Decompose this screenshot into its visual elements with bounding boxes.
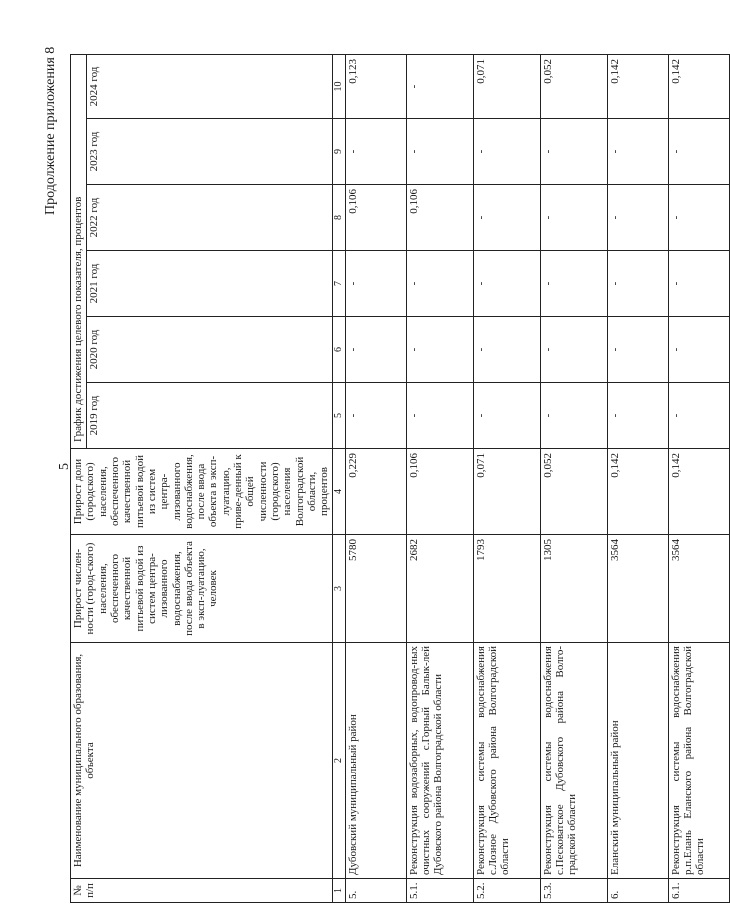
row-2019: -	[540, 383, 607, 449]
row-2023: -	[345, 119, 406, 185]
row-2024: 0,123	[345, 54, 406, 118]
row-2021: -	[473, 251, 540, 317]
col-number: 7	[332, 251, 345, 317]
col-number: 5	[332, 383, 345, 449]
row-2020: -	[668, 317, 729, 383]
table-row	[406, 54, 473, 902]
row-2019: -	[607, 383, 668, 449]
header-year-2020: 2020 год	[86, 317, 332, 383]
continuation-label: Продолжение приложения 8	[43, 46, 58, 215]
col-number: 1	[332, 879, 345, 903]
row-2021: -	[607, 251, 668, 317]
header-year-2022: 2022 год	[86, 185, 332, 251]
row-share: 0,142	[607, 449, 668, 535]
col-number: 9	[332, 119, 345, 185]
row-population: 1793	[473, 535, 540, 643]
row-2021: -	[540, 251, 607, 317]
row-2019: -	[406, 383, 473, 449]
table-row	[473, 54, 540, 902]
col-number: 8	[332, 185, 345, 251]
row-2023: -	[473, 119, 540, 185]
header-year-2024: 2024 год	[86, 54, 332, 118]
row-population: 1305	[540, 535, 607, 643]
header-col-share: Прирост доли (городского) населения, обеспеченного качественной питьевой водой из систем центра-лизованного водоснабжения, после ввода объекта в эксп-луатацию, приве-денный к общей численности (городского) населения Волгоградской области, процентов	[71, 449, 333, 535]
row-share: 0,071	[473, 449, 540, 535]
row-2024: 0,142	[668, 54, 729, 118]
header-col-population: Прирост числен-ности (город-ского) населения, обеспеченного качественной питьевой водой из систем центра-лизованного водоснабжения, после ввода объекта в эксп-луатацию, человек	[71, 535, 333, 643]
row-2019: -	[345, 383, 406, 449]
row-2022: -	[668, 185, 729, 251]
row-2022: -	[540, 185, 607, 251]
table-row	[668, 54, 729, 902]
row-2020: -	[345, 317, 406, 383]
row-2024: 0,052	[540, 54, 607, 118]
row-2024: 0,071	[473, 54, 540, 118]
row-2020: -	[540, 317, 607, 383]
table-row	[345, 54, 406, 902]
col-number: 4	[332, 449, 345, 535]
row-number: 5.1.	[406, 879, 473, 903]
col-number: 3	[332, 535, 345, 643]
row-2020: -	[406, 317, 473, 383]
row-population: 2682	[406, 535, 473, 643]
header-year-2019: 2019 год	[86, 383, 332, 449]
row-2019: -	[473, 383, 540, 449]
row-name: Реконструкция системы водоснабжения с.Лозное Дубовского района Волгоградской области	[473, 643, 540, 879]
row-number: 6.1.	[668, 879, 729, 903]
table-row	[540, 54, 607, 902]
document-table-rotated	[70, 55, 706, 903]
row-2022: 0,106	[345, 185, 406, 251]
col-number: 2	[332, 643, 345, 879]
header-col-name: Наименование муниципального образования, объекта	[71, 643, 333, 879]
row-number: 5.	[345, 879, 406, 903]
row-2024: -	[406, 54, 473, 118]
header-year-2021: 2021 год	[86, 251, 332, 317]
row-2022: -	[473, 185, 540, 251]
target-indicator-table	[70, 54, 730, 903]
row-name: Реконструкция водозаборных, водопровод-ных очистных сооружений с.Горный Балык-лей Дубовского района Волгоградской области	[406, 643, 473, 879]
row-2021: -	[406, 251, 473, 317]
row-2023: -	[668, 119, 729, 185]
row-share: 0,229	[345, 449, 406, 535]
row-2020: -	[473, 317, 540, 383]
column-numbers-row	[332, 54, 345, 902]
header-col-number: № п/п	[71, 879, 333, 903]
row-number: 5.2.	[473, 879, 540, 903]
row-2019: -	[668, 383, 729, 449]
table-row	[607, 54, 668, 902]
row-2022: 0,106	[406, 185, 473, 251]
row-name: Дубовский муниципальный район	[345, 643, 406, 879]
header-year-2023: 2023 год	[86, 119, 332, 185]
col-number: 10	[332, 54, 345, 118]
row-share: 0,106	[406, 449, 473, 535]
row-2021: -	[668, 251, 729, 317]
row-population: 3564	[668, 535, 729, 643]
row-population: 3564	[607, 535, 668, 643]
row-name: Реконструкция системы водоснабжения р.п.Елань Еланского района Волгоградской области	[668, 643, 729, 879]
row-number: 6.	[607, 879, 668, 903]
row-number: 5.3.	[540, 879, 607, 903]
row-2021: -	[345, 251, 406, 317]
row-2023: -	[540, 119, 607, 185]
row-2022: -	[607, 185, 668, 251]
row-share: 0,052	[540, 449, 607, 535]
col-number: 6	[332, 317, 345, 383]
row-name: Еланский муниципальный район	[607, 643, 668, 879]
row-population: 5780	[345, 535, 406, 643]
row-share: 0,142	[668, 449, 729, 535]
header-group-schedule: График достижения целевого показателя, процентов	[71, 54, 87, 448]
row-2024: 0,142	[607, 54, 668, 118]
row-2023: -	[607, 119, 668, 185]
page-number: 5	[57, 463, 72, 470]
row-2020: -	[607, 317, 668, 383]
row-2023: -	[406, 119, 473, 185]
row-name: Реконструкция системы водоснабжения с.Песковатское Дубовского района Волго-градской области	[540, 643, 607, 879]
